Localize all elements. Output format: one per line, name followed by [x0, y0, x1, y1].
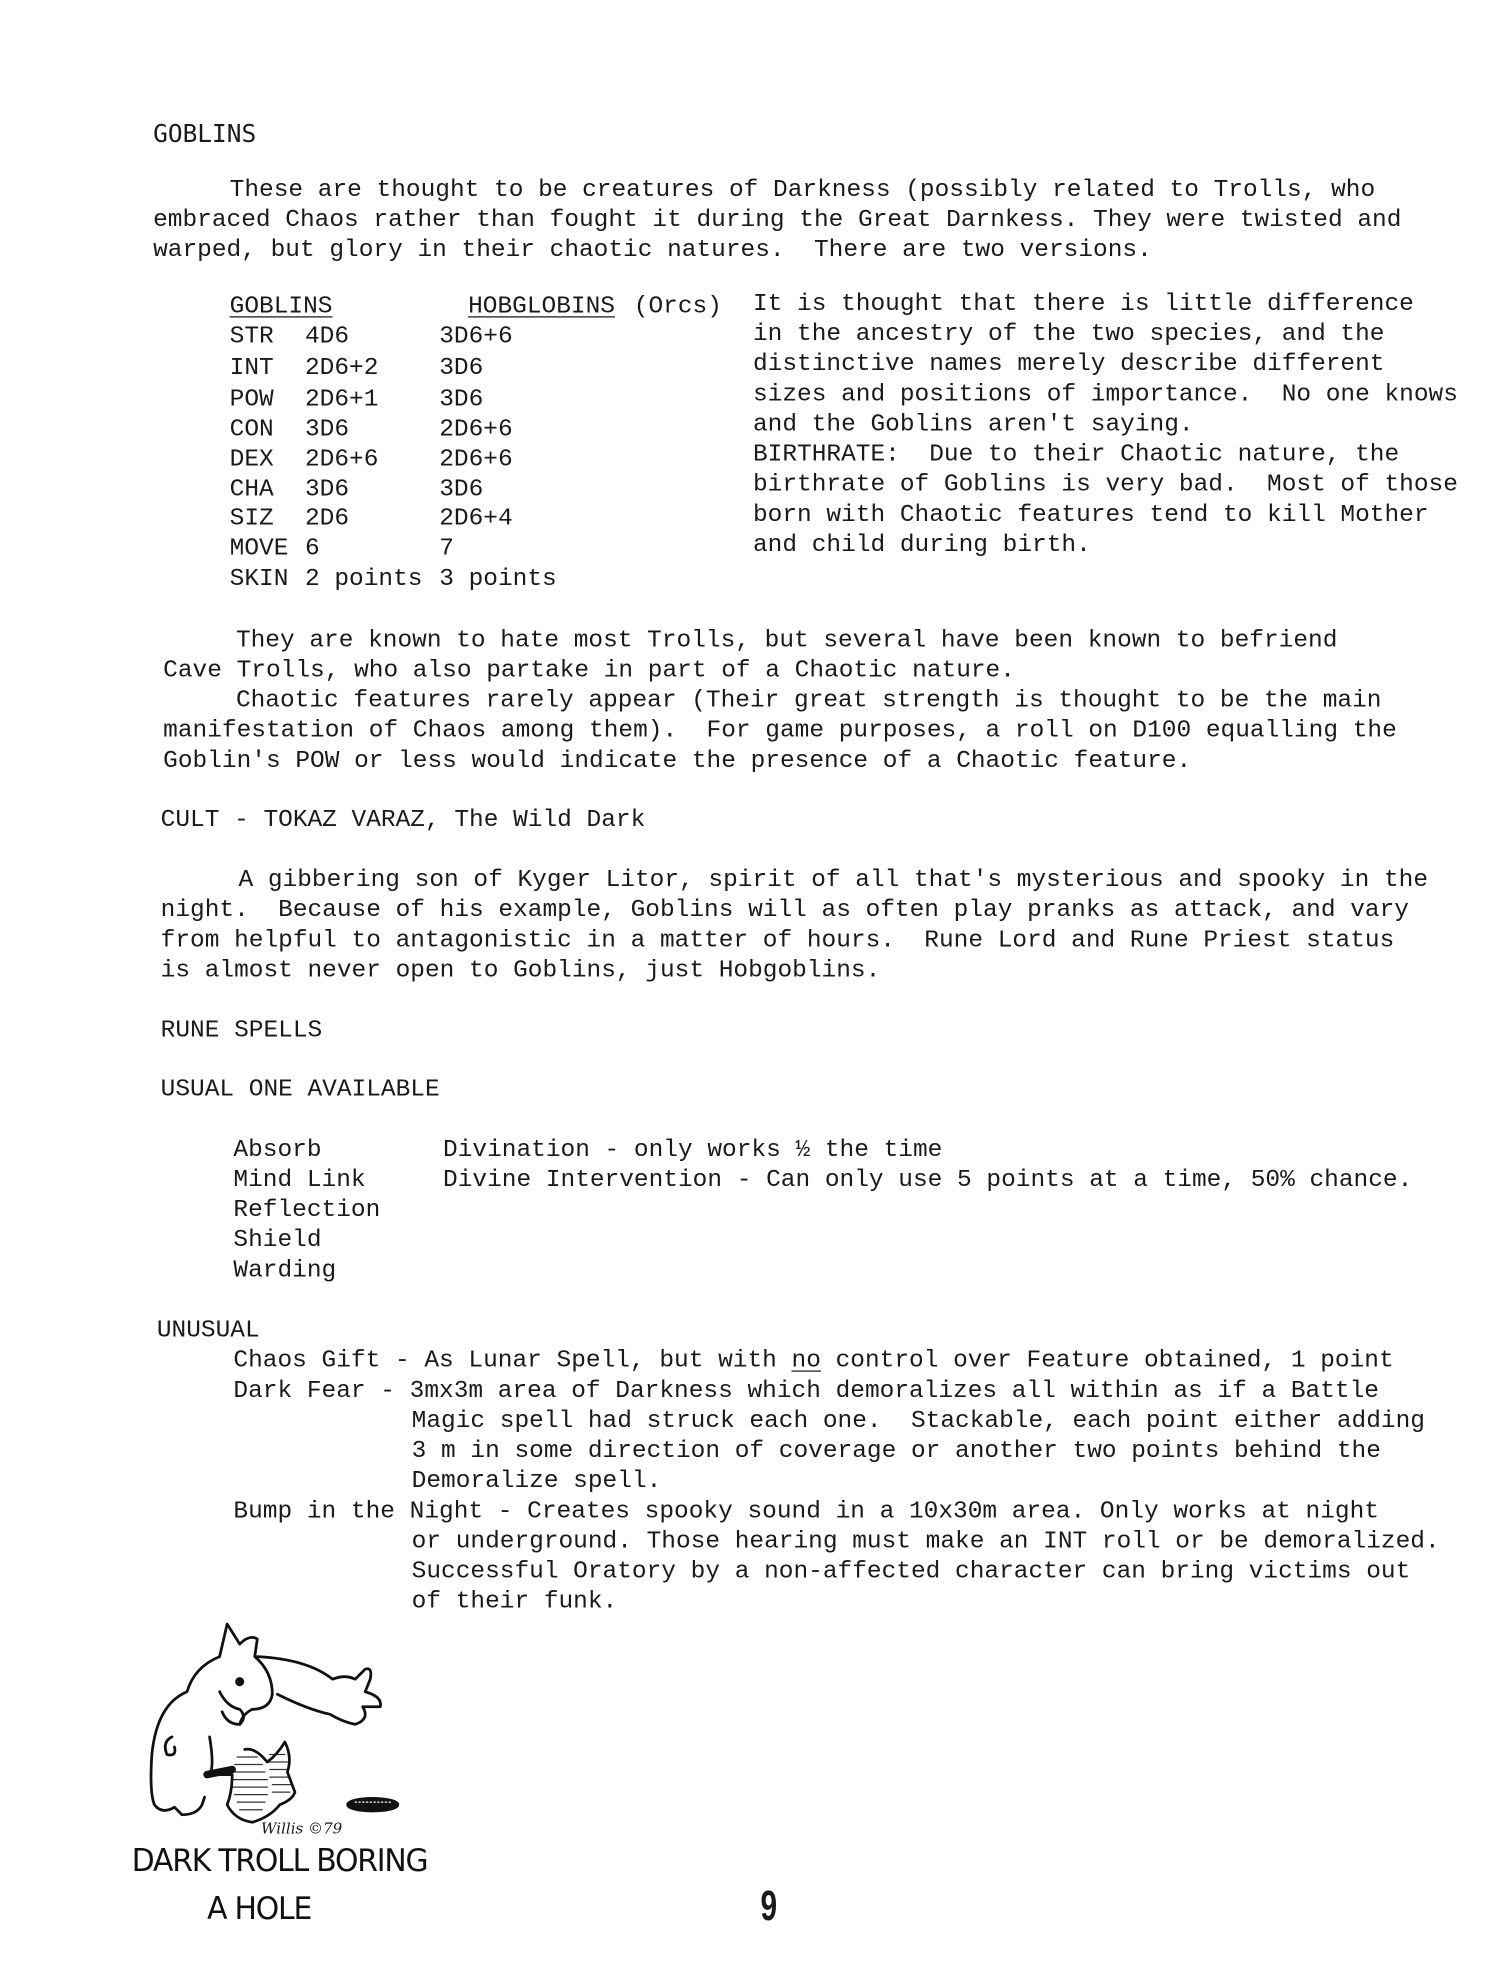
description-line: 3mx3m area of Darkness which demoralizes all within as if a Battle — [409, 1376, 1379, 1405]
intro-line: warped, but glory in their chaotic natures. There are two versions. — [153, 235, 1152, 264]
separator: - — [380, 1346, 425, 1375]
table-row — [230, 503, 607, 533]
usual-spells-notes — [443, 1135, 1412, 1195]
stat-label: DEX — [229, 445, 274, 474]
emphasis-text: no — [791, 1346, 821, 1375]
side-text-line: and the Goblins aren't saying. — [753, 410, 1194, 438]
spell-note: Divine Intervention - Can only use 5 points at a time, 50% chance. — [443, 1165, 1413, 1194]
side-text-line: and child during birth. — [753, 530, 1091, 559]
table-row — [230, 563, 607, 593]
description-line: Magic spell had struck each one. Stackable, each point either adding — [411, 1406, 1425, 1435]
separator: - — [365, 1376, 410, 1405]
goblin-value: 2D6+2 — [304, 353, 379, 382]
table-header-hobgoblins: HOBGLOBINS — [468, 292, 615, 321]
dark-troll-illustration — [132, 1616, 433, 1829]
spell-bump-in-the-night — [233, 1496, 1379, 1526]
spell-bump-description — [412, 1526, 1440, 1616]
intro-line: These are thought to be creatures of Darkness (possibly related to Trolls, who — [229, 175, 1376, 204]
description-line: Demoralize spell. — [411, 1467, 662, 1495]
table-row — [230, 444, 607, 474]
paragraph-line: A gibbering son of Kyger Litor, spirit of all that's mysterious and spooky in the — [238, 865, 1429, 894]
goblin-value: 4D6 — [304, 322, 350, 351]
unusual-heading: UNUSUAL — [156, 1316, 260, 1345]
usual-heading: USUAL ONE AVAILABLE — [160, 1075, 440, 1104]
table-header-goblins: GOBLINS — [229, 292, 333, 321]
paragraph-line: manifestation of Chaos among them). For game purposes, a roll on D100 equalling the — [163, 716, 1397, 745]
paragraph-line: from helpful to antagonistic in a matter of hours. Rune Lord and Rune Priest status — [160, 926, 1395, 954]
page-number: 9 — [760, 1882, 778, 1931]
paragraph-line: Cave Trolls, who also partake in part of a Chaotic nature. — [163, 656, 1015, 684]
hobgoblin-value: 2D6+4 — [439, 504, 513, 533]
stat-label: SKIN — [229, 564, 289, 593]
paragraph-line: is almost never open to Goblins, just Hobgoblins. — [160, 956, 881, 984]
paragraph-line: Goblin's POW or less would indicate the presence of a Chaotic feature. — [163, 746, 1192, 775]
spell-name: Absorb — [233, 1135, 322, 1164]
spell-name: Mind Link — [233, 1165, 366, 1194]
table-header-note: (Orcs) — [633, 292, 722, 321]
description-line: 3 m in some direction of coverage or another two points behind the — [411, 1436, 1381, 1465]
paragraph-line: night. Because of his example, Goblins will as often play pranks as attack, and vary — [160, 896, 1409, 924]
spell-note: Divination - only works ½ the time — [443, 1135, 943, 1164]
cult-paragraph — [161, 865, 1428, 985]
table-row — [230, 414, 607, 444]
spell-dark-fear-description — [412, 1406, 1425, 1496]
goblin-value: 2D6+6 — [304, 445, 379, 474]
rune-spells-heading: RUNE SPELLS — [160, 1016, 323, 1045]
hobgoblin-value: 3D6+6 — [439, 322, 513, 351]
spell-description: As Lunar Spell, but with — [424, 1346, 792, 1375]
table-row — [230, 353, 607, 383]
trolls-paragraph — [163, 625, 1397, 776]
table-row — [230, 533, 607, 563]
intro-paragraph — [153, 174, 1401, 264]
goblin-value: 2D6 — [304, 504, 350, 533]
stat-label: INT — [229, 353, 274, 382]
illustration-caption-line2: A HOLE — [207, 1890, 312, 1927]
illustration-caption-line1: DARK TROLL BORING — [131, 1842, 428, 1879]
description-line: Successful Oratory by a non-affected character can bring victims out — [411, 1557, 1411, 1586]
description-line: of their funk. — [411, 1587, 618, 1616]
goblin-value: 2 points — [304, 564, 423, 593]
hobgoblin-value: 3 points — [439, 564, 557, 593]
side-text-line: sizes and positions of importance. No one knows — [753, 380, 1458, 408]
stat-label: STR — [229, 322, 274, 351]
spell-name: Dark Fear — [233, 1376, 366, 1405]
intro-line: embraced Chaos rather than fought it during the Great Darnkess. They were twisted and — [153, 205, 1402, 234]
spell-name: Warding — [233, 1256, 337, 1284]
description-line: or underground. Those hearing must make an INT roll or be demoralized. — [411, 1527, 1440, 1555]
stat-label: MOVE — [229, 534, 289, 563]
goblin-value: 2D6+1 — [304, 385, 379, 413]
hobgoblin-value: 2D6+6 — [439, 415, 513, 444]
separator: - — [483, 1497, 528, 1525]
paragraph-line: They are known to hate most Trolls, but several have been known to befriend — [235, 626, 1338, 654]
stat-label: SIZ — [229, 504, 274, 533]
side-text-line: born with Chaotic features tend to kill Mother — [753, 500, 1429, 529]
goblin-value: 6 — [304, 534, 320, 563]
description-line: Creates spooky sound in a 10x30m area. Only works at night — [527, 1497, 1379, 1525]
stat-label: CON — [229, 415, 274, 444]
hobgoblin-value: 7 — [439, 534, 454, 563]
spell-description: control over Feature obtained, 1 point — [820, 1346, 1394, 1375]
spell-name: Chaos Gift — [233, 1346, 381, 1375]
spell-dark-fear — [233, 1375, 1379, 1405]
section-title: GOBLINS — [153, 119, 257, 149]
cult-heading: CULT - TOKAZ VARAZ, The Wild Dark — [160, 805, 646, 834]
side-text-line: BIRTHRATE: Due to their Chaotic nature, the — [753, 440, 1400, 469]
spell-name: Shield — [233, 1226, 322, 1254]
hobgoblin-value: 3D6 — [439, 353, 484, 382]
hobgoblin-value: 3D6 — [439, 475, 484, 504]
usual-spells-list — [233, 1135, 380, 1286]
table-row — [230, 321, 607, 351]
side-text-line: birthrate of Goblins is very bad. Most of those — [753, 470, 1458, 499]
goblin-ancestry-text — [753, 289, 1458, 560]
table-row — [230, 474, 607, 504]
table-row — [230, 384, 607, 414]
stat-label: POW — [229, 385, 274, 413]
spell-chaos-gift — [233, 1345, 1393, 1375]
artist-signature: Willis ©79 — [261, 1819, 343, 1838]
goblin-value: 3D6 — [304, 475, 350, 504]
side-text-line: in the ancestry of the two species, and the — [753, 320, 1385, 348]
spell-name: Reflection — [233, 1196, 381, 1224]
hobgoblin-value: 2D6+6 — [439, 445, 513, 474]
hobgoblin-value: 3D6 — [439, 385, 484, 413]
paragraph-line: Chaotic features rarely appear (Their great strength is thought to be the main — [235, 686, 1382, 715]
stat-label: CHA — [229, 475, 274, 504]
side-text-line: distinctive names merely describe different — [753, 350, 1385, 378]
side-text-line: It is thought that there is little difference — [753, 289, 1414, 318]
goblin-value: 3D6 — [304, 415, 350, 444]
spell-name: Bump in the Night — [233, 1497, 484, 1525]
